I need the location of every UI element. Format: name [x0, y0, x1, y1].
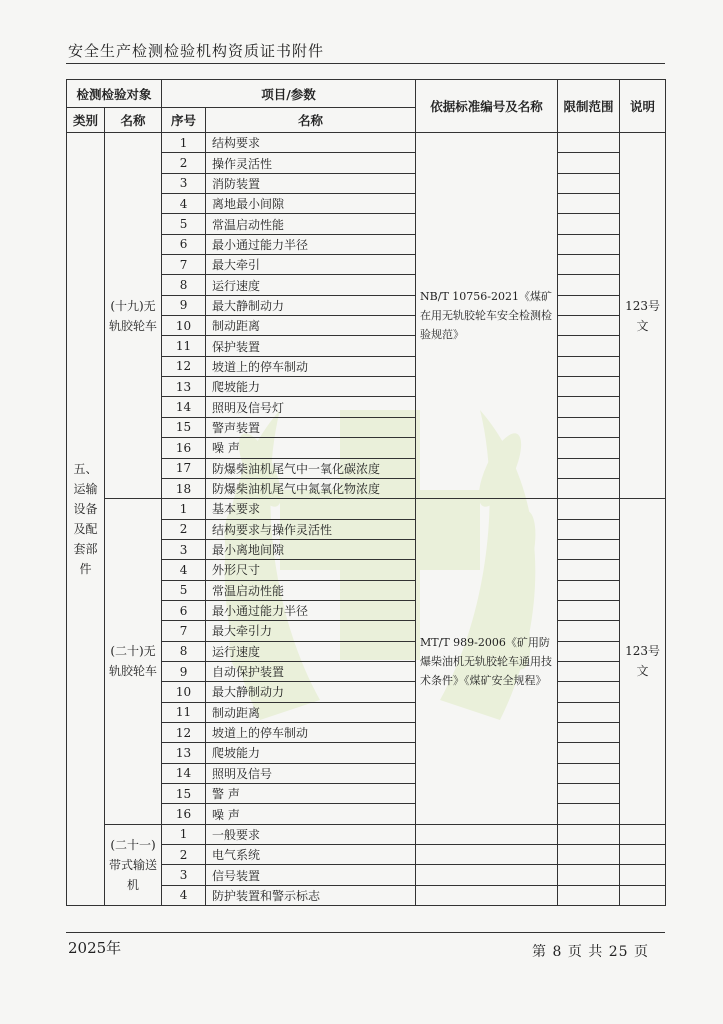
limit-cell [558, 173, 620, 193]
header-divider [66, 63, 665, 64]
item-seq-cell: 7 [162, 621, 206, 641]
item-seq-cell: 14 [162, 763, 206, 783]
standard-cell [416, 845, 558, 865]
limit-cell [558, 845, 620, 865]
standard-cell: MT/T 989-2006《矿用防爆柴油机无轨胶轮车通用技术条件》《煤矿安全规程》 [416, 499, 558, 825]
item-name-cell: 运行速度 [206, 641, 416, 661]
item-seq-cell: 17 [162, 458, 206, 478]
item-seq-cell: 14 [162, 397, 206, 417]
limit-cell [558, 784, 620, 804]
limit-cell [558, 194, 620, 214]
item-name-cell: 常温启动性能 [206, 580, 416, 600]
item-seq-cell: 9 [162, 295, 206, 315]
limit-cell [558, 580, 620, 600]
item-seq-cell: 10 [162, 682, 206, 702]
item-seq-cell: 8 [162, 641, 206, 661]
item-seq-cell: 8 [162, 275, 206, 295]
item-name-cell: 照明及信号 [206, 763, 416, 783]
limit-cell [558, 458, 620, 478]
limit-cell [558, 336, 620, 356]
limit-cell [558, 682, 620, 702]
item-name-cell: 最小通过能力半径 [206, 234, 416, 254]
limit-cell [558, 478, 620, 498]
limit-cell [558, 417, 620, 437]
header-remark: 说明 [620, 80, 666, 133]
item-name-cell: 最大牵引 [206, 255, 416, 275]
item-name-cell: 最大静制动力 [206, 295, 416, 315]
item-name-cell: 噪 声 [206, 438, 416, 458]
remark-cell [620, 865, 666, 885]
item-seq-cell: 4 [162, 885, 206, 905]
page-header-title: 安全生产检测检验机构资质证书附件 [68, 42, 325, 60]
limit-cell [558, 295, 620, 315]
item-name-cell: 制动距离 [206, 702, 416, 722]
item-name-cell: 爬坡能力 [206, 743, 416, 763]
item-name-cell: 结构要求 [206, 133, 416, 153]
limit-cell [558, 499, 620, 519]
remark-cell [620, 824, 666, 844]
limit-cell [558, 722, 620, 742]
limit-cell [558, 865, 620, 885]
table-row [67, 133, 666, 153]
item-name-cell: 自动保护装置 [206, 661, 416, 681]
item-name-cell: 爬坡能力 [206, 377, 416, 397]
standard-cell [416, 824, 558, 844]
header-item-param: 项目/参数 [162, 80, 416, 108]
item-seq-cell: 13 [162, 743, 206, 763]
limit-cell [558, 377, 620, 397]
item-seq-cell: 13 [162, 377, 206, 397]
table-body [67, 133, 666, 906]
limit-cell [558, 133, 620, 153]
item-seq-cell: 2 [162, 519, 206, 539]
item-seq-cell: 2 [162, 153, 206, 173]
limit-cell [558, 560, 620, 580]
limit-cell [558, 255, 620, 275]
item-seq-cell: 12 [162, 722, 206, 742]
item-name-cell: 最大牵引力 [206, 621, 416, 641]
limit-cell [558, 621, 620, 641]
item-seq-cell: 1 [162, 133, 206, 153]
item-name-cell: 操作灵活性 [206, 153, 416, 173]
category-cell: 五、运输设备及配套部件 [67, 133, 105, 906]
item-seq-cell: 18 [162, 478, 206, 498]
header-limit: 限制范围 [558, 80, 620, 133]
item-seq-cell: 16 [162, 438, 206, 458]
header-category: 类别 [67, 108, 105, 133]
item-seq-cell: 5 [162, 214, 206, 234]
item-seq-cell: 16 [162, 804, 206, 824]
item-name-cell: 常温启动性能 [206, 214, 416, 234]
item-name-cell: 防爆柴油机尾气中一氧化碳浓度 [206, 458, 416, 478]
group-name-cell: (二十一)带式输送机 [105, 824, 162, 905]
limit-cell [558, 316, 620, 336]
group-name-cell: (二十)无轨胶轮车 [105, 499, 162, 825]
limit-cell [558, 661, 620, 681]
item-name-cell: 制动距离 [206, 316, 416, 336]
header-name: 名称 [105, 108, 162, 133]
item-seq-cell: 9 [162, 661, 206, 681]
limit-cell [558, 824, 620, 844]
item-name-cell: 警声装置 [206, 417, 416, 437]
footer-page-number: 第 8 页 共 25 页 [532, 944, 649, 960]
limit-cell [558, 702, 620, 722]
limit-cell [558, 275, 620, 295]
item-name-cell: 外形尺寸 [206, 560, 416, 580]
standard-cell [416, 885, 558, 905]
item-seq-cell: 3 [162, 539, 206, 559]
limit-cell [558, 743, 620, 763]
item-name-cell: 坡道上的停车制动 [206, 356, 416, 376]
remark-cell [620, 845, 666, 865]
header-param-name: 名称 [206, 108, 416, 133]
item-seq-cell: 1 [162, 499, 206, 519]
remark-cell [620, 885, 666, 905]
qualification-table [66, 79, 666, 906]
item-name-cell: 消防装置 [206, 173, 416, 193]
remark-cell: 123号文 [620, 133, 666, 499]
item-seq-cell: 15 [162, 784, 206, 804]
item-name-cell: 坡道上的停车制动 [206, 722, 416, 742]
item-seq-cell: 11 [162, 702, 206, 722]
footer-year: 2025年 [68, 939, 122, 957]
item-name-cell: 防护装置和警示标志 [206, 885, 416, 905]
item-name-cell: 防爆柴油机尾气中氮氧化物浓度 [206, 478, 416, 498]
item-name-cell: 最小离地间隙 [206, 539, 416, 559]
item-seq-cell: 3 [162, 865, 206, 885]
item-name-cell: 离地最小间隙 [206, 194, 416, 214]
limit-cell [558, 885, 620, 905]
item-seq-cell: 6 [162, 234, 206, 254]
item-name-cell: 警 声 [206, 784, 416, 804]
item-seq-cell: 5 [162, 580, 206, 600]
table-row [67, 499, 666, 519]
footer-divider [66, 932, 665, 933]
limit-cell [558, 397, 620, 417]
item-seq-cell: 15 [162, 417, 206, 437]
item-seq-cell: 11 [162, 336, 206, 356]
header-standard: 依据标准编号及名称 [416, 80, 558, 133]
item-seq-cell: 7 [162, 255, 206, 275]
item-seq-cell: 4 [162, 194, 206, 214]
limit-cell [558, 153, 620, 173]
item-name-cell: 运行速度 [206, 275, 416, 295]
header-seq: 序号 [162, 108, 206, 133]
item-seq-cell: 1 [162, 824, 206, 844]
item-seq-cell: 2 [162, 845, 206, 865]
item-name-cell: 最大静制动力 [206, 682, 416, 702]
limit-cell [558, 600, 620, 620]
limit-cell [558, 641, 620, 661]
group-name-cell: (十九)无轨胶轮车 [105, 133, 162, 499]
item-seq-cell: 12 [162, 356, 206, 376]
item-name-cell: 电气系统 [206, 845, 416, 865]
item-name-cell: 基本要求 [206, 499, 416, 519]
limit-cell [558, 539, 620, 559]
remark-cell: 123号文 [620, 499, 666, 825]
item-seq-cell: 10 [162, 316, 206, 336]
limit-cell [558, 804, 620, 824]
item-seq-cell: 6 [162, 600, 206, 620]
item-name-cell: 照明及信号灯 [206, 397, 416, 417]
limit-cell [558, 519, 620, 539]
table-row [67, 824, 666, 844]
header-object: 检测检验对象 [67, 80, 162, 108]
item-name-cell: 结构要求与操作灵活性 [206, 519, 416, 539]
item-name-cell: 信号装置 [206, 865, 416, 885]
item-name-cell: 最小通过能力半径 [206, 600, 416, 620]
limit-cell [558, 438, 620, 458]
limit-cell [558, 214, 620, 234]
standard-cell [416, 865, 558, 885]
item-name-cell: 保护装置 [206, 336, 416, 356]
limit-cell [558, 356, 620, 376]
item-name-cell: 一般要求 [206, 824, 416, 844]
standard-cell: NB/T 10756-2021《煤矿在用无轨胶轮车安全检测检验规范》 [416, 133, 558, 499]
item-seq-cell: 3 [162, 173, 206, 193]
item-seq-cell: 4 [162, 560, 206, 580]
limit-cell [558, 234, 620, 254]
limit-cell [558, 763, 620, 783]
item-name-cell: 噪 声 [206, 804, 416, 824]
